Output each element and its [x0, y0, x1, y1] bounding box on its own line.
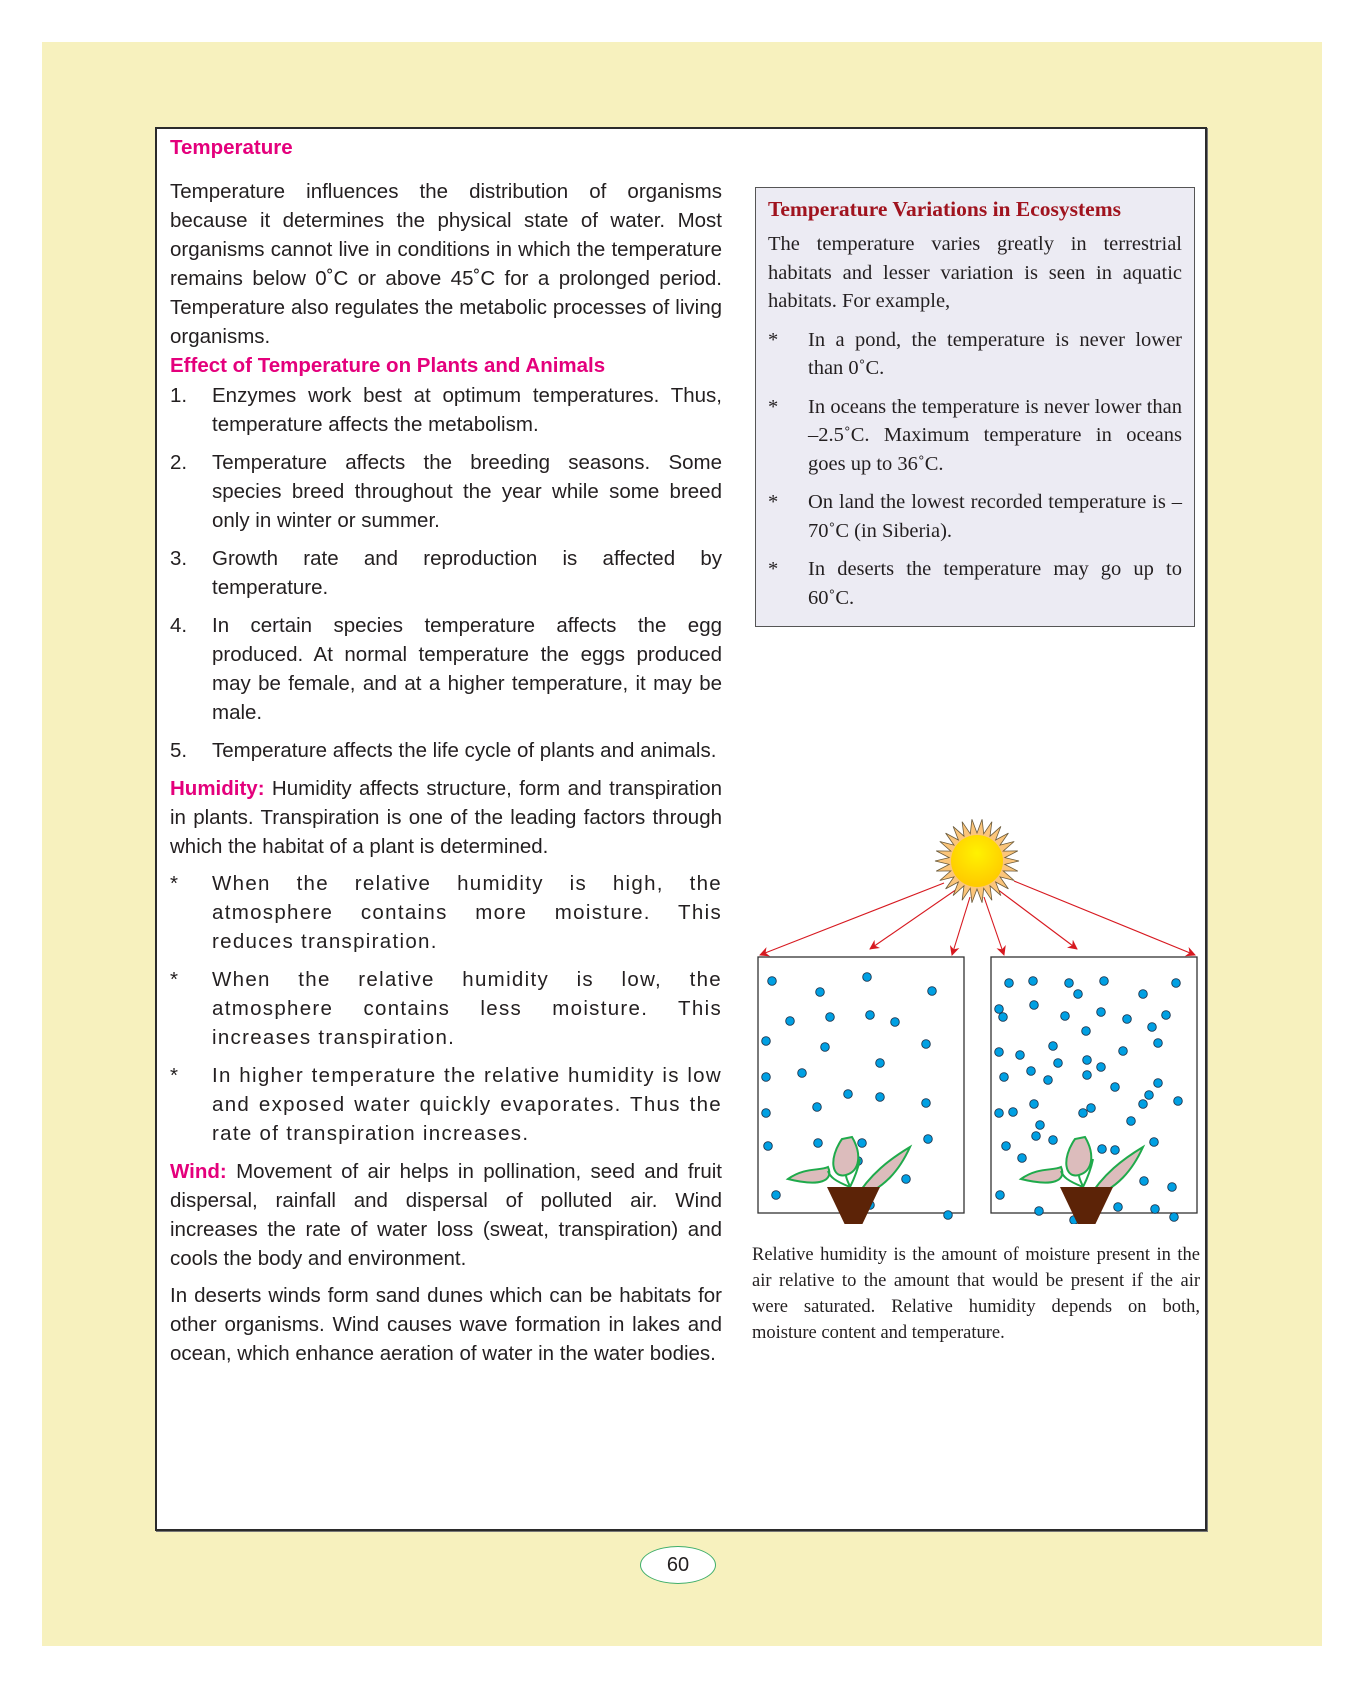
humidity-paragraph — [170, 774, 722, 861]
water-droplet-icon — [1114, 1203, 1123, 1212]
list-item-text: In higher temperature the relative humidity is low and exposed water quickly evaporates. Thus the rate of transpiration increases. — [212, 1064, 722, 1145]
water-droplet-icon — [1030, 1100, 1039, 1109]
water-droplet-icon — [1140, 1177, 1149, 1186]
list-item-text: Enzymes work best at optimum temperatures. Thus, temperature affects the metabolism. — [212, 384, 722, 436]
water-droplet-icon — [1127, 1117, 1136, 1126]
list-item — [170, 381, 722, 439]
water-droplet-icon — [944, 1211, 953, 1220]
water-droplet-icon — [1139, 1100, 1148, 1109]
water-droplet-icon — [1151, 1205, 1160, 1214]
left-column — [170, 133, 722, 1368]
list-item — [170, 965, 722, 1052]
list-item-text: In deserts the temperature may go up to 60˚C. — [808, 558, 1182, 609]
water-droplet-icon — [876, 1059, 885, 1068]
water-droplet-icon — [999, 1013, 1008, 1022]
list-item — [170, 611, 722, 727]
list-item-text: In certain species temperature affects the egg produced. At normal temperature the eggs produced may be female, and at a higher temperature, it may be male. — [212, 614, 722, 724]
water-droplet-icon — [876, 1093, 885, 1102]
water-droplet-icon — [1083, 1056, 1092, 1065]
list-number: 4. — [170, 614, 188, 637]
water-droplet-icon — [1032, 1132, 1041, 1141]
water-droplet-icon — [1044, 1076, 1053, 1085]
effects-list — [170, 381, 722, 765]
water-droplet-icon — [772, 1191, 781, 1200]
water-droplet-icon — [1027, 1067, 1036, 1076]
list-item — [768, 393, 1182, 479]
water-droplet-icon — [1111, 1146, 1120, 1155]
water-droplet-icon — [826, 1013, 835, 1022]
water-droplet-icon — [1083, 1071, 1092, 1080]
water-droplet-icon — [995, 1005, 1004, 1014]
water-droplet-icon — [1111, 1083, 1120, 1092]
list-item-text: Growth rate and reproduction is affected by temperature. — [212, 547, 722, 599]
sun-icon — [935, 819, 1019, 902]
water-droplet-icon — [1082, 1027, 1091, 1036]
water-droplet-icon — [1002, 1142, 1011, 1151]
temperature-variations-box — [755, 187, 1195, 627]
arrow-icon — [997, 889, 1077, 949]
water-droplet-icon — [768, 977, 777, 986]
water-droplet-icon — [1049, 1136, 1058, 1145]
temperature-heading: Temperature — [170, 136, 293, 159]
water-droplet-icon — [844, 1090, 853, 1099]
list-item — [768, 555, 1182, 612]
water-droplet-icon — [1150, 1138, 1159, 1147]
water-droplet-icon — [1061, 1012, 1070, 1021]
bullet-asterisk: * — [768, 558, 779, 580]
list-number: 3. — [170, 547, 188, 570]
water-droplet-icon — [813, 1103, 822, 1112]
wind-paragraph — [170, 1157, 722, 1273]
humidity-text: Humidity affects structure, form and transpiration in plants. Transpiration is one of the leading factors through which the habitat of a plant is determined. — [170, 777, 722, 858]
list-item-text: When the relative humidity is high, the atmosphere contains more moisture. This reduces transpiration. — [212, 872, 722, 953]
relative-humidity-diagram — [752, 809, 1202, 1224]
water-droplet-icon — [1049, 1042, 1058, 1051]
list-item — [170, 544, 722, 602]
list-item-text: In oceans the temperature is never lower than –2.5˚C. Maximum temperature in oceans goes up to 36˚C. — [808, 395, 1182, 475]
arrow-icon — [870, 889, 957, 949]
water-droplet-icon — [1123, 1015, 1132, 1024]
effect-heading: Effect of Temperature on Plants and Animals — [170, 354, 606, 377]
list-item — [170, 869, 722, 956]
bullet-asterisk: * — [170, 1064, 178, 1087]
high-humidity-panel — [991, 957, 1197, 1213]
water-droplet-icon — [1074, 990, 1083, 999]
humidity-label: Humidity: — [170, 777, 265, 800]
water-droplet-icon — [1172, 979, 1181, 988]
water-droplet-icon — [1035, 1207, 1044, 1216]
water-droplet-icon — [814, 1139, 823, 1148]
water-droplet-icon — [821, 1043, 830, 1052]
temperature-intro: Temperature influences the distribution of organisms because it determines the physical state of water. Most organisms cannot live in conditions in which the temperature remains below 0˚C or above 45˚C for a prolonged period. Temperature also regulates the metabolic processes of living organisms. — [170, 180, 722, 348]
water-droplet-icon — [1174, 1097, 1183, 1106]
water-droplet-icon — [1154, 1079, 1163, 1088]
list-item — [170, 448, 722, 535]
sunlight-arrows — [760, 881, 1195, 955]
sun-core — [951, 835, 1003, 887]
water-droplet-icon — [1170, 1213, 1179, 1222]
water-droplet-icon — [1098, 1145, 1107, 1154]
water-droplet-icon — [924, 1135, 933, 1144]
water-droplet-icon — [995, 1109, 1004, 1118]
water-droplet-icon — [798, 1069, 807, 1078]
list-item-text: Temperature affects the life cycle of plants and animals. — [212, 739, 717, 762]
water-droplet-icon — [1097, 1063, 1106, 1072]
info-box-title: Temperature Variations in Ecosystems — [768, 197, 1121, 221]
water-droplet-icon — [762, 1073, 771, 1082]
water-droplet-icon — [858, 1139, 867, 1148]
deserts-paragraph: In deserts winds form sand dunes which can be habitats for other organisms. Wind causes wave formation in lakes and ocean, which enhance aeration of water in the water bodies. — [170, 1284, 722, 1365]
water-droplet-icon — [1168, 1183, 1177, 1192]
water-droplet-icon — [866, 1011, 875, 1020]
water-droplet-icon — [928, 987, 937, 996]
wind-label: Wind: — [170, 1160, 227, 1183]
list-item — [768, 488, 1182, 545]
water-droplet-icon — [1009, 1108, 1018, 1117]
water-droplet-icon — [1016, 1051, 1025, 1060]
water-droplet-icon — [1005, 979, 1014, 988]
water-droplet-icon — [922, 1040, 931, 1049]
wind-text: Movement of air helps in pollination, seed and fruit dispersal, rainfall and dispersal of polluted air. Wind increases the rate of water loss (sweat, transpiration) and cools the body and environment. — [170, 1160, 722, 1270]
bullet-asterisk: * — [170, 872, 178, 895]
content-box — [155, 127, 1207, 1531]
water-droplet-icon — [1054, 1059, 1063, 1068]
water-droplet-icon — [1145, 1091, 1154, 1100]
water-droplet-icon — [1030, 1001, 1039, 1010]
page-number: 60 — [640, 1546, 716, 1584]
arrow-icon — [952, 897, 970, 955]
bullet-asterisk: * — [768, 491, 779, 513]
water-droplet-icon — [1036, 1121, 1045, 1130]
list-item-text: On land the lowest recorded temperature is –70˚C (in Siberia). — [808, 491, 1182, 542]
list-item-text: In a pond, the temperature is never lower than 0˚C. — [808, 328, 1182, 379]
list-number: 2. — [170, 451, 188, 474]
list-item-text: Temperature affects the breeding seasons. Some species breed throughout the year while some breed only in winter or summer. — [212, 451, 722, 532]
bullet-asterisk: * — [768, 328, 779, 351]
water-droplet-icon — [816, 988, 825, 997]
water-droplet-icon — [762, 1037, 771, 1046]
bullet-asterisk: * — [768, 395, 779, 418]
water-droplet-icon — [1000, 1073, 1009, 1082]
water-droplet-icon — [1087, 1104, 1096, 1113]
water-droplet-icon — [764, 1142, 773, 1151]
water-droplet-icon — [996, 1191, 1005, 1200]
water-droplet-icon — [1139, 990, 1148, 999]
water-droplet-icon — [1029, 977, 1038, 986]
water-droplet-icon — [902, 1175, 911, 1184]
arrow-icon — [984, 897, 1004, 955]
water-droplet-icon — [995, 1048, 1004, 1057]
water-droplet-icon — [863, 973, 872, 982]
list-item — [768, 326, 1182, 383]
water-droplet-icon — [1154, 1039, 1163, 1048]
water-droplet-icon — [1119, 1047, 1128, 1056]
water-droplet-icon — [786, 1017, 795, 1026]
figure-caption: Relative humidity is the amount of moisture present in the air relative to the amount that would be present if the air were saturated. Relative humidity depends on both, moisture content and temperature. — [752, 1244, 1200, 1343]
info-box-intro: The temperature varies greatly in terrestrial habitats and lesser variation is seen in aquatic habitats. For example, — [768, 233, 1182, 312]
info-box-list — [768, 326, 1182, 613]
water-droplet-icon — [891, 1018, 900, 1027]
water-droplet-icon — [922, 1099, 931, 1108]
water-droplet-icon — [1100, 977, 1109, 986]
arrow-icon — [1014, 881, 1195, 955]
water-droplet-icon — [1097, 1008, 1106, 1017]
list-number: 1. — [170, 384, 188, 407]
water-droplet-icon — [1162, 1011, 1171, 1020]
water-droplet-icon — [762, 1109, 771, 1118]
list-item — [170, 1061, 722, 1148]
water-droplet-icon — [1065, 979, 1074, 988]
list-item — [170, 736, 722, 765]
water-droplet-icon — [1018, 1154, 1027, 1163]
list-number: 5. — [170, 739, 188, 762]
humidity-points — [170, 869, 722, 1148]
list-item-text: When the relative humidity is low, the atmosphere contains less moisture. This increases transpiration. — [212, 968, 722, 1049]
bullet-asterisk: * — [170, 968, 178, 991]
water-droplet-icon — [1148, 1023, 1157, 1032]
water-droplet-icon — [1079, 1109, 1088, 1118]
arrow-icon — [760, 883, 944, 955]
